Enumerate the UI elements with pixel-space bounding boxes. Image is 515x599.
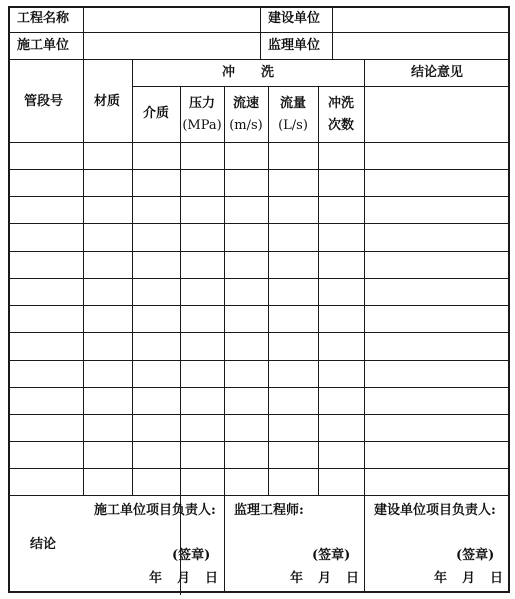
pressure-header: 压力 — [188, 96, 215, 111]
conclusion-label: 结论 — [30, 537, 57, 552]
footer-top-divider — [8, 495, 510, 496]
material-header: 材质 — [94, 94, 121, 109]
contractor-date-month: 月 — [177, 571, 191, 586]
contractor-date-day: 日 — [205, 571, 219, 586]
flow-unit: (L/s) — [278, 118, 308, 133]
flushing-group-right-divider — [364, 59, 365, 495]
flow-column-divider — [318, 86, 319, 495]
header-value-divider — [260, 6, 261, 59]
construction-date-day: 日 — [490, 571, 504, 586]
velocity-column-divider — [268, 86, 269, 495]
contractor-label: 施工单位 — [17, 38, 70, 53]
label-column-divider — [83, 6, 84, 495]
construction-date-year: 年 — [434, 571, 448, 586]
velocity-header: 流速 — [232, 96, 259, 111]
flushing-subheader-divider — [132, 86, 510, 87]
project-name-label: 工程名称 — [17, 11, 70, 26]
flush-count-header-line2: 次数 — [327, 118, 354, 133]
construction-date-month: 月 — [462, 571, 476, 586]
table-border-bottom — [8, 591, 510, 593]
table-border-left — [8, 6, 10, 593]
header-value-divider — [332, 6, 333, 59]
contractor-date-year: 年 — [149, 571, 163, 586]
supervisor-engineer-label: 监理工程师: — [234, 503, 304, 518]
footer-signature-divider — [364, 495, 365, 591]
supervisor-date-day: 日 — [346, 571, 360, 586]
pressure-unit: (MPa) — [182, 118, 222, 133]
conclusion-opinion-header: 结论意见 — [410, 65, 463, 80]
flushing-group-header: 冲 洗 — [221, 65, 274, 80]
construction-manager-label: 建设单位项目负责人: — [374, 503, 496, 518]
contractor-seal-label: (签章) — [172, 548, 211, 563]
construction-seal-label: (签章) — [456, 548, 495, 563]
supervisor-seal-label: (签章) — [312, 548, 351, 563]
pipe-segment-header: 管段号 — [24, 94, 64, 109]
footer-signature-divider — [224, 495, 225, 591]
flow-header: 流量 — [279, 96, 306, 111]
supervisor-date-month: 月 — [318, 571, 332, 586]
construction-unit-label: 建设单位 — [268, 11, 321, 26]
velocity-unit: (m/s) — [229, 118, 263, 133]
material-column-divider — [132, 59, 133, 495]
supervision-unit-label: 监理单位 — [268, 38, 321, 53]
supervisor-date-year: 年 — [290, 571, 304, 586]
flush-count-header: 冲洗 — [327, 96, 354, 111]
pressure-column-divider — [224, 86, 225, 495]
medium-header: 介质 — [142, 106, 169, 121]
table-border-right — [508, 6, 510, 593]
contractor-manager-label: 施工单位项目负责人: — [94, 503, 216, 518]
